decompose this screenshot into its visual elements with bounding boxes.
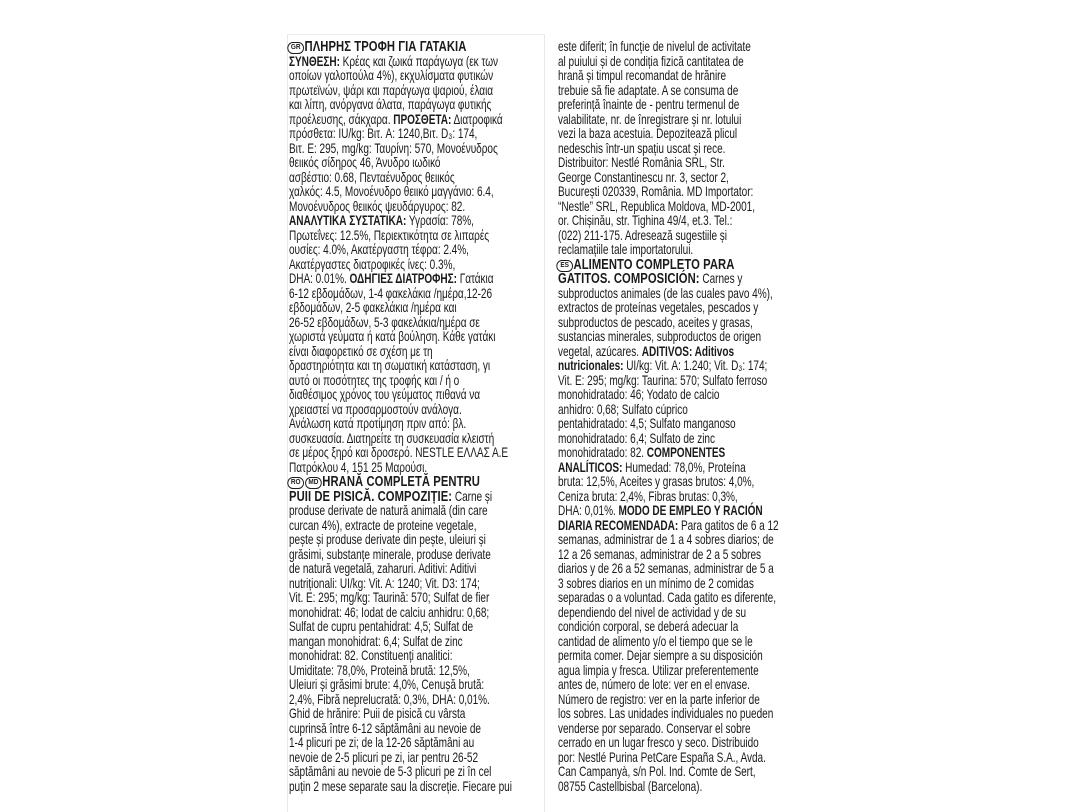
body-text: πρωτεϊνών, ψάρι και παράγωγα ψαριού, έλαια (289, 82, 494, 98)
body-text: vezi la baza acestuia. Depozitează plicul (558, 126, 738, 141)
body-text: bruta: 12,5%, Aceites y grasas brutos: 4,0%, (558, 474, 755, 489)
body-text: por: Nestlé Purina PetCare España S.A., Avda. (558, 749, 766, 765)
body-text: cuprinsă între 6-12 săptămâni au nevoie de (289, 720, 481, 736)
ro-line (289, 606, 524, 621)
body-text: Υγρασία: 78%, (406, 213, 474, 228)
gr-line (289, 243, 524, 258)
body-text: 6-12 εβδομάδων, 1-4 φακελάκια /ημέρα,12-26 (289, 285, 493, 301)
es-line (558, 577, 793, 592)
es-line (558, 780, 793, 795)
body-text: Ανάλωση κατά προτίμηση πριν από: βλ. (289, 416, 467, 431)
body-text: preferință înainte de - pentru termenul de (558, 97, 740, 112)
body-text: 3 sobres diarios en un mínimo de 2 comidas (558, 575, 754, 591)
body-text: προέλευσης, σάκχαρα. (289, 111, 394, 127)
gr-line (289, 214, 524, 229)
body-text: grăsimi, substanțe minerale, produse derivate (289, 546, 491, 562)
gr-line (289, 287, 524, 302)
body-text: 1-4 plicuri pe zi; de la 12-26 săptămâni au (289, 735, 475, 750)
section-ro (289, 475, 524, 794)
body-text: venderse por separado. Conservar el sobre (558, 720, 751, 736)
body-text: monohidrat: 82. Constituenți analitici: (289, 648, 453, 663)
section-es (558, 255, 793, 795)
body-text: χρειαστεί να προσαρμοστούν ανάλογα. (289, 401, 462, 417)
ro_cont-line (558, 127, 793, 142)
bold-text: HRANĂ COMPLETĂ PENTRU (322, 473, 480, 490)
body-text: los sobres. Las unidades individuales no pueden (558, 706, 774, 721)
body-text: οποίων γαλοπούλα 4%), εκχυλίσματα φυτικών (289, 68, 494, 83)
ro_cont-line (558, 40, 793, 55)
es-line (558, 301, 793, 316)
body-text: săptămâni au nevoie de 5-3 plicuri pe zi în cel (289, 764, 492, 779)
body-text: 12 a 26 semanas, administrar de 2 a 5 sobres (558, 546, 762, 562)
es-line (558, 664, 793, 679)
body-text: produse derivate de natură animală (din care (289, 503, 488, 518)
bold-text: ΣΥΝΘΕΣΗ: (289, 53, 340, 69)
body-text: antes de, número de lote: ver en el envase. (558, 677, 750, 692)
bold-text: ALIMENTO COMPLETO PARA (573, 255, 735, 273)
gr-line (289, 403, 524, 418)
bold-text: nutricionales: (558, 358, 624, 373)
gr-line (289, 359, 524, 374)
body-text: condición corporal, se deberá adecuar la (558, 619, 739, 634)
body-text: εβδομάδων, 2-5 φακελάκια /ημέρα και (289, 300, 457, 315)
es-line (558, 736, 793, 751)
left-column (289, 40, 524, 794)
es-line (558, 591, 793, 606)
es-line (558, 316, 793, 331)
ro_cont-line (558, 200, 793, 215)
ro-line (289, 533, 524, 548)
body-text: de natură vegetală, zaharuri. Aditivi: Aditivi (289, 561, 477, 576)
body-text: διαθέσιμος χρόνος του γεύματος πιθανά να (289, 387, 481, 402)
body-text: ουσίες: 4.0%, Ακατέργαστη τέφρα: 2.4%, (289, 242, 469, 257)
es-line (558, 417, 793, 432)
gr-line (289, 417, 524, 432)
gr-line (289, 55, 524, 70)
body-text: extractos de proteínas vegetales, pescados y (558, 300, 759, 315)
body-text: Ακατέργαστες διατροφικές ίνες: 0.3%, (289, 256, 456, 272)
body-text: cantidad de alimento y/o el tiempo que se le (558, 633, 753, 649)
body-text: monohidratado: 82. (558, 445, 647, 460)
gr-line (289, 345, 524, 360)
bold-text: GATITOS. COMPOSICIÓN: (558, 270, 700, 287)
body-text: nedeschis într-un spațiu uscat și rece. (558, 140, 726, 156)
language-badge-es: ES (556, 260, 573, 272)
ro_cont-line (558, 171, 793, 186)
ro_cont-line (558, 98, 793, 113)
body-text: Carne și (452, 488, 493, 504)
body-text: Μονοένυδρος θειικός ψευδάργυρος: 82. (289, 198, 466, 214)
ro_cont-line (558, 229, 793, 244)
body-text: Διατροφικά (451, 111, 503, 127)
body-text: Número de registro: ver en la parte inferior de (558, 691, 760, 707)
body-text: subproductos de pescado, aceites y grasas, (558, 314, 753, 330)
es-line (558, 475, 793, 490)
ro-line (289, 562, 524, 577)
body-text: dependiendo del nivel de actividad y de su (558, 604, 747, 620)
gr-line (289, 301, 524, 316)
gr-line (289, 69, 524, 84)
es-line (558, 751, 793, 766)
body-text: diarios y de 26 a 52 semanas, administrar de 5 a (558, 561, 774, 576)
gr-line (289, 185, 524, 200)
body-text: πρόσθετα: IU/kg: Βιτ. A: 1240,Βιτ. D₃: 174, (289, 126, 478, 141)
es-line (558, 620, 793, 635)
body-text: 2,4%, Fibră neprelucrată: 0,3%, DHA: 0,01%. (289, 691, 490, 707)
ro-line (289, 678, 524, 693)
es-line (558, 388, 793, 403)
es-line (558, 272, 793, 287)
body-text: δραστηριότητα και τη σωματική κατάσταση, γι (289, 358, 491, 373)
ro_cont-line (558, 185, 793, 200)
body-text: Ceniza bruta: 2,4%, Fibras brutas: 0,3%, (558, 488, 738, 504)
gr-line (289, 330, 524, 345)
bold-text: ΠΛΗΡΗΣ ΤΡΟΦΗ ΓΙΑ ΓΑΤΑΚΙΑ (304, 38, 467, 55)
body-text: pește și produse derivate din pește, uleiuri și (289, 532, 486, 547)
gr-line (289, 374, 524, 389)
body-text: subproductos animales (de las cuales pavo 4%), (558, 285, 773, 301)
body-text: agua limpia y fresca. Utilizar preferentemente (558, 662, 759, 678)
es-line (558, 519, 793, 534)
body-text: vegetal, azúcares. (558, 343, 642, 359)
es-line (558, 707, 793, 722)
body-text: separadas o a voluntad. Cada gatito es diferente, (558, 590, 776, 605)
body-text: semanas, administrar de 1 a 4 sobres diarios; de (558, 532, 774, 547)
body-text: ασβέστιο: 0.68, Πενταένυδρος θειικός (289, 169, 455, 185)
body-text: είναι διαφορετικό σε σχέση με τη (289, 343, 433, 359)
body-text: Para gatitos de 6 a 12 (678, 517, 779, 533)
bold-text: PUII DE PISICĂ. COMPOZIȚIE: (289, 487, 453, 505)
ro-line (289, 765, 524, 780)
body-text: Humedad: 78,0%, Proteína (622, 459, 746, 475)
body-text: reclamațiile tale importatorului. (558, 242, 694, 257)
body-text: mangan monohidrat: 6,4; Sulfat de zinc (289, 633, 463, 649)
bold-text: DIARIA RECOMENDADA: (558, 517, 679, 533)
gr-line (289, 229, 524, 244)
body-text: anhidro: 0,68; Sulfato cúprico (558, 401, 688, 417)
body-text: nevoie de 2-5 plicuri pe zi, iar pentru 26-52 (289, 749, 479, 765)
gr-line (289, 200, 524, 215)
ro-line (289, 664, 524, 679)
body-text: “Nestle” SRL, Republica Moldova, MD-2001, (558, 198, 755, 214)
ro_cont-line (558, 84, 793, 99)
bold-text: ΠΡΟΣΘΕΤΑ: (393, 111, 452, 127)
body-text: χαλκός: 4.5, Μονοένυδρο θειικό μαγγάνιο: 6.4, (289, 184, 494, 199)
ro_cont-line (558, 55, 793, 70)
body-text: 26-52 εβδομάδων, 5-3 φακελάκια/ημέρα σε (289, 314, 480, 330)
bold-text: ΑΝΑΛΥΤΙΚΑ ΣΥΣΤΑΤΙΚΑ: (289, 213, 407, 228)
body-text: DHA: 0,01%. (558, 503, 619, 518)
body-text: 08755 Castellbisbal (Barcelona). (558, 778, 703, 794)
es-line (558, 649, 793, 664)
body-text: hrană și timpul recomandat de hrănire (558, 68, 727, 83)
gr-line (289, 156, 524, 171)
gr-line (289, 171, 524, 186)
ro-line (289, 693, 524, 708)
body-text: σε μέρος ξηρό και δροσερό. NESTLE ΕΛΛΑΣ Α.Ε (289, 445, 509, 460)
ro-line (289, 591, 524, 606)
gr-line (289, 432, 524, 447)
body-text: συσκευασία. Διατηρείτε τη συσκευασία κλειστή (289, 430, 495, 446)
bold-text: ANALÍTICOS: (558, 459, 623, 475)
body-text: Κρέας και ζωικά παράγωγα (εκ των (339, 53, 499, 69)
ro_cont-line (558, 69, 793, 84)
gr-line (289, 40, 524, 55)
body-text: θειικός σίδηρος 46, Άνυδρο ιωδικό (289, 155, 441, 170)
es-line (558, 403, 793, 418)
gr-line (289, 316, 524, 331)
es-line (558, 562, 793, 577)
es-line (558, 359, 793, 374)
body-text: București 020339, România. MD Importator: (558, 184, 754, 199)
body-text: Sulfat de cupru pentahidrat: 4,5; Sulfat de (289, 619, 474, 634)
ro-line (289, 519, 524, 534)
body-text: Carnes y (699, 271, 743, 286)
es-line (558, 765, 793, 780)
gr-line (289, 272, 524, 287)
body-text: Πρωτεΐνες: 12.5%, Περιεκτικότητα σε λιπαρές (289, 227, 490, 243)
gr-line (289, 113, 524, 128)
body-text: αυτό οι ποσότητες της τροφής και / ή ο (289, 372, 460, 388)
gr-line (289, 127, 524, 142)
ro-line (289, 487, 524, 505)
body-text: valabilitate, nr. de înregistrare și nr. lotului (558, 111, 742, 127)
body-text: Πατρόκλου 4, 151 25 Μαρούσι. (289, 459, 428, 475)
ro_cont-line (558, 214, 793, 229)
bold-text: MODO DE EMPLEO Y RACIÓN (618, 503, 763, 518)
ro_cont-line (558, 113, 793, 128)
body-text: monohidratado: 6,4; Sulfato de zinc (558, 430, 715, 446)
ro-line (289, 635, 524, 650)
ro-line (289, 548, 524, 563)
ro-line (289, 722, 524, 737)
bold-text: ΟΔΗΓΙΕΣ ΔΙΑΤΡΟΦΗΣ: (349, 271, 457, 286)
gr-line (289, 84, 524, 99)
body-text: pentahidratado: 4,5; Sulfato manganoso (558, 416, 736, 431)
body-text: George Constantinescu nr. 3, sector 2, (558, 169, 729, 185)
body-text: cerrado en un lugar fresco y seco. Distribuido (558, 735, 759, 750)
es-line (558, 693, 793, 708)
es-line (558, 490, 793, 505)
body-text: trebuie să fie adaptate. A se consuma de (558, 82, 739, 98)
es-line (558, 678, 793, 693)
gr-line (289, 142, 524, 157)
bold-text: COMPONENTES (646, 445, 726, 460)
es-line (558, 432, 793, 447)
body-text: Βιτ. E: 295, mg/kg: Ταυρίνη: 570, Μονοένυδρος (289, 140, 498, 156)
es-line (558, 461, 793, 476)
body-text: Γατάκια (456, 271, 494, 286)
body-text: UI/kg: Vit. A: 1.240; Vit. D₃: 174; (623, 358, 768, 373)
body-text: sustancias minerales, subproductos de origen (558, 329, 762, 344)
es-line (558, 533, 793, 548)
body-text: Ghid de hrănire: Puii de pisică cu vârsta (289, 706, 466, 721)
ro-line (289, 649, 524, 664)
body-text: monohidrat: 46; Iodat de calciu anhidru: 0,68; (289, 604, 490, 620)
es-line (558, 722, 793, 737)
body-text: or. Chișinău, str. Tighina 49/4, et.3. Tel.: (558, 213, 733, 228)
body-text: este diferit; în funcție de nivelul de activitate (558, 39, 751, 54)
section-ro-continued (558, 40, 793, 258)
ro-line (289, 751, 524, 766)
language-badge-ro: RO (287, 477, 304, 489)
bold-text: ADITIVOS: Aditivos (641, 343, 735, 359)
es-line (558, 330, 793, 345)
body-text: χωριστά γεύματα ή κατά βούληση. Κάθε γατάκι (289, 329, 496, 344)
es-line (558, 606, 793, 621)
body-text: Uleiuri și grăsimi brute: 4,0%, Cenușă brută: (289, 677, 485, 692)
language-badge-md: MD (305, 477, 322, 489)
ro-line (289, 707, 524, 722)
body-text: nutriționali: UI/kg: Vit. A: 1240; Vit. D3: 174; (289, 575, 480, 591)
es-line (558, 287, 793, 302)
body-text: (022) 211-175. Adresează sugestiile și (558, 227, 727, 243)
es-line (558, 446, 793, 461)
es-line (558, 548, 793, 563)
ro-line (289, 780, 524, 795)
language-badge-gr: GR (287, 42, 304, 54)
es-line (558, 374, 793, 389)
body-text: DHA: 0.01%. (289, 271, 350, 286)
body-text: permita comer. Dejar siempre a su disposición (558, 648, 763, 663)
body-text: Umiditate: 78,0%, Proteină brută: 12,5%, (289, 662, 470, 678)
gr-line (289, 98, 524, 113)
body-text: Vit. E: 295; mg/kg: Taurină: 570; Sulfat de fier (289, 590, 490, 605)
right-column (558, 40, 793, 794)
gr-line (289, 388, 524, 403)
es-line (558, 345, 793, 360)
body-text: al puiului și de condiția fizică cantitatea de (558, 53, 744, 69)
body-text: curcan 4%), extracte de proteine vegetale, (289, 517, 477, 533)
body-text: monohidratado: 46; Yodato de calcio (558, 387, 720, 402)
ro-line (289, 577, 524, 592)
body-text: Distribuitor: Nestlé România SRL, Str. (558, 155, 725, 170)
ro-line (289, 620, 524, 635)
ro_cont-line (558, 156, 793, 171)
ro-line (289, 504, 524, 519)
ro-line (289, 736, 524, 751)
es-line (558, 635, 793, 650)
body-text: Can Campanyà, s/n Pol. Ind. Comte de Sert, (558, 764, 756, 779)
section-gr (289, 40, 524, 475)
body-text: Vit. E: 295; mg/kg: Taurina: 570; Sulfato ferroso (558, 372, 768, 388)
es-line (558, 504, 793, 519)
body-text: puțin 2 mese separate sau la discreție. Fiecare pui (289, 778, 512, 794)
body-text: και λίπη, ανόργανα άλατα, παράγωγα φυτικής (289, 97, 492, 112)
gr-line (289, 258, 524, 273)
ro_cont-line (558, 142, 793, 157)
gr-line (289, 446, 524, 461)
